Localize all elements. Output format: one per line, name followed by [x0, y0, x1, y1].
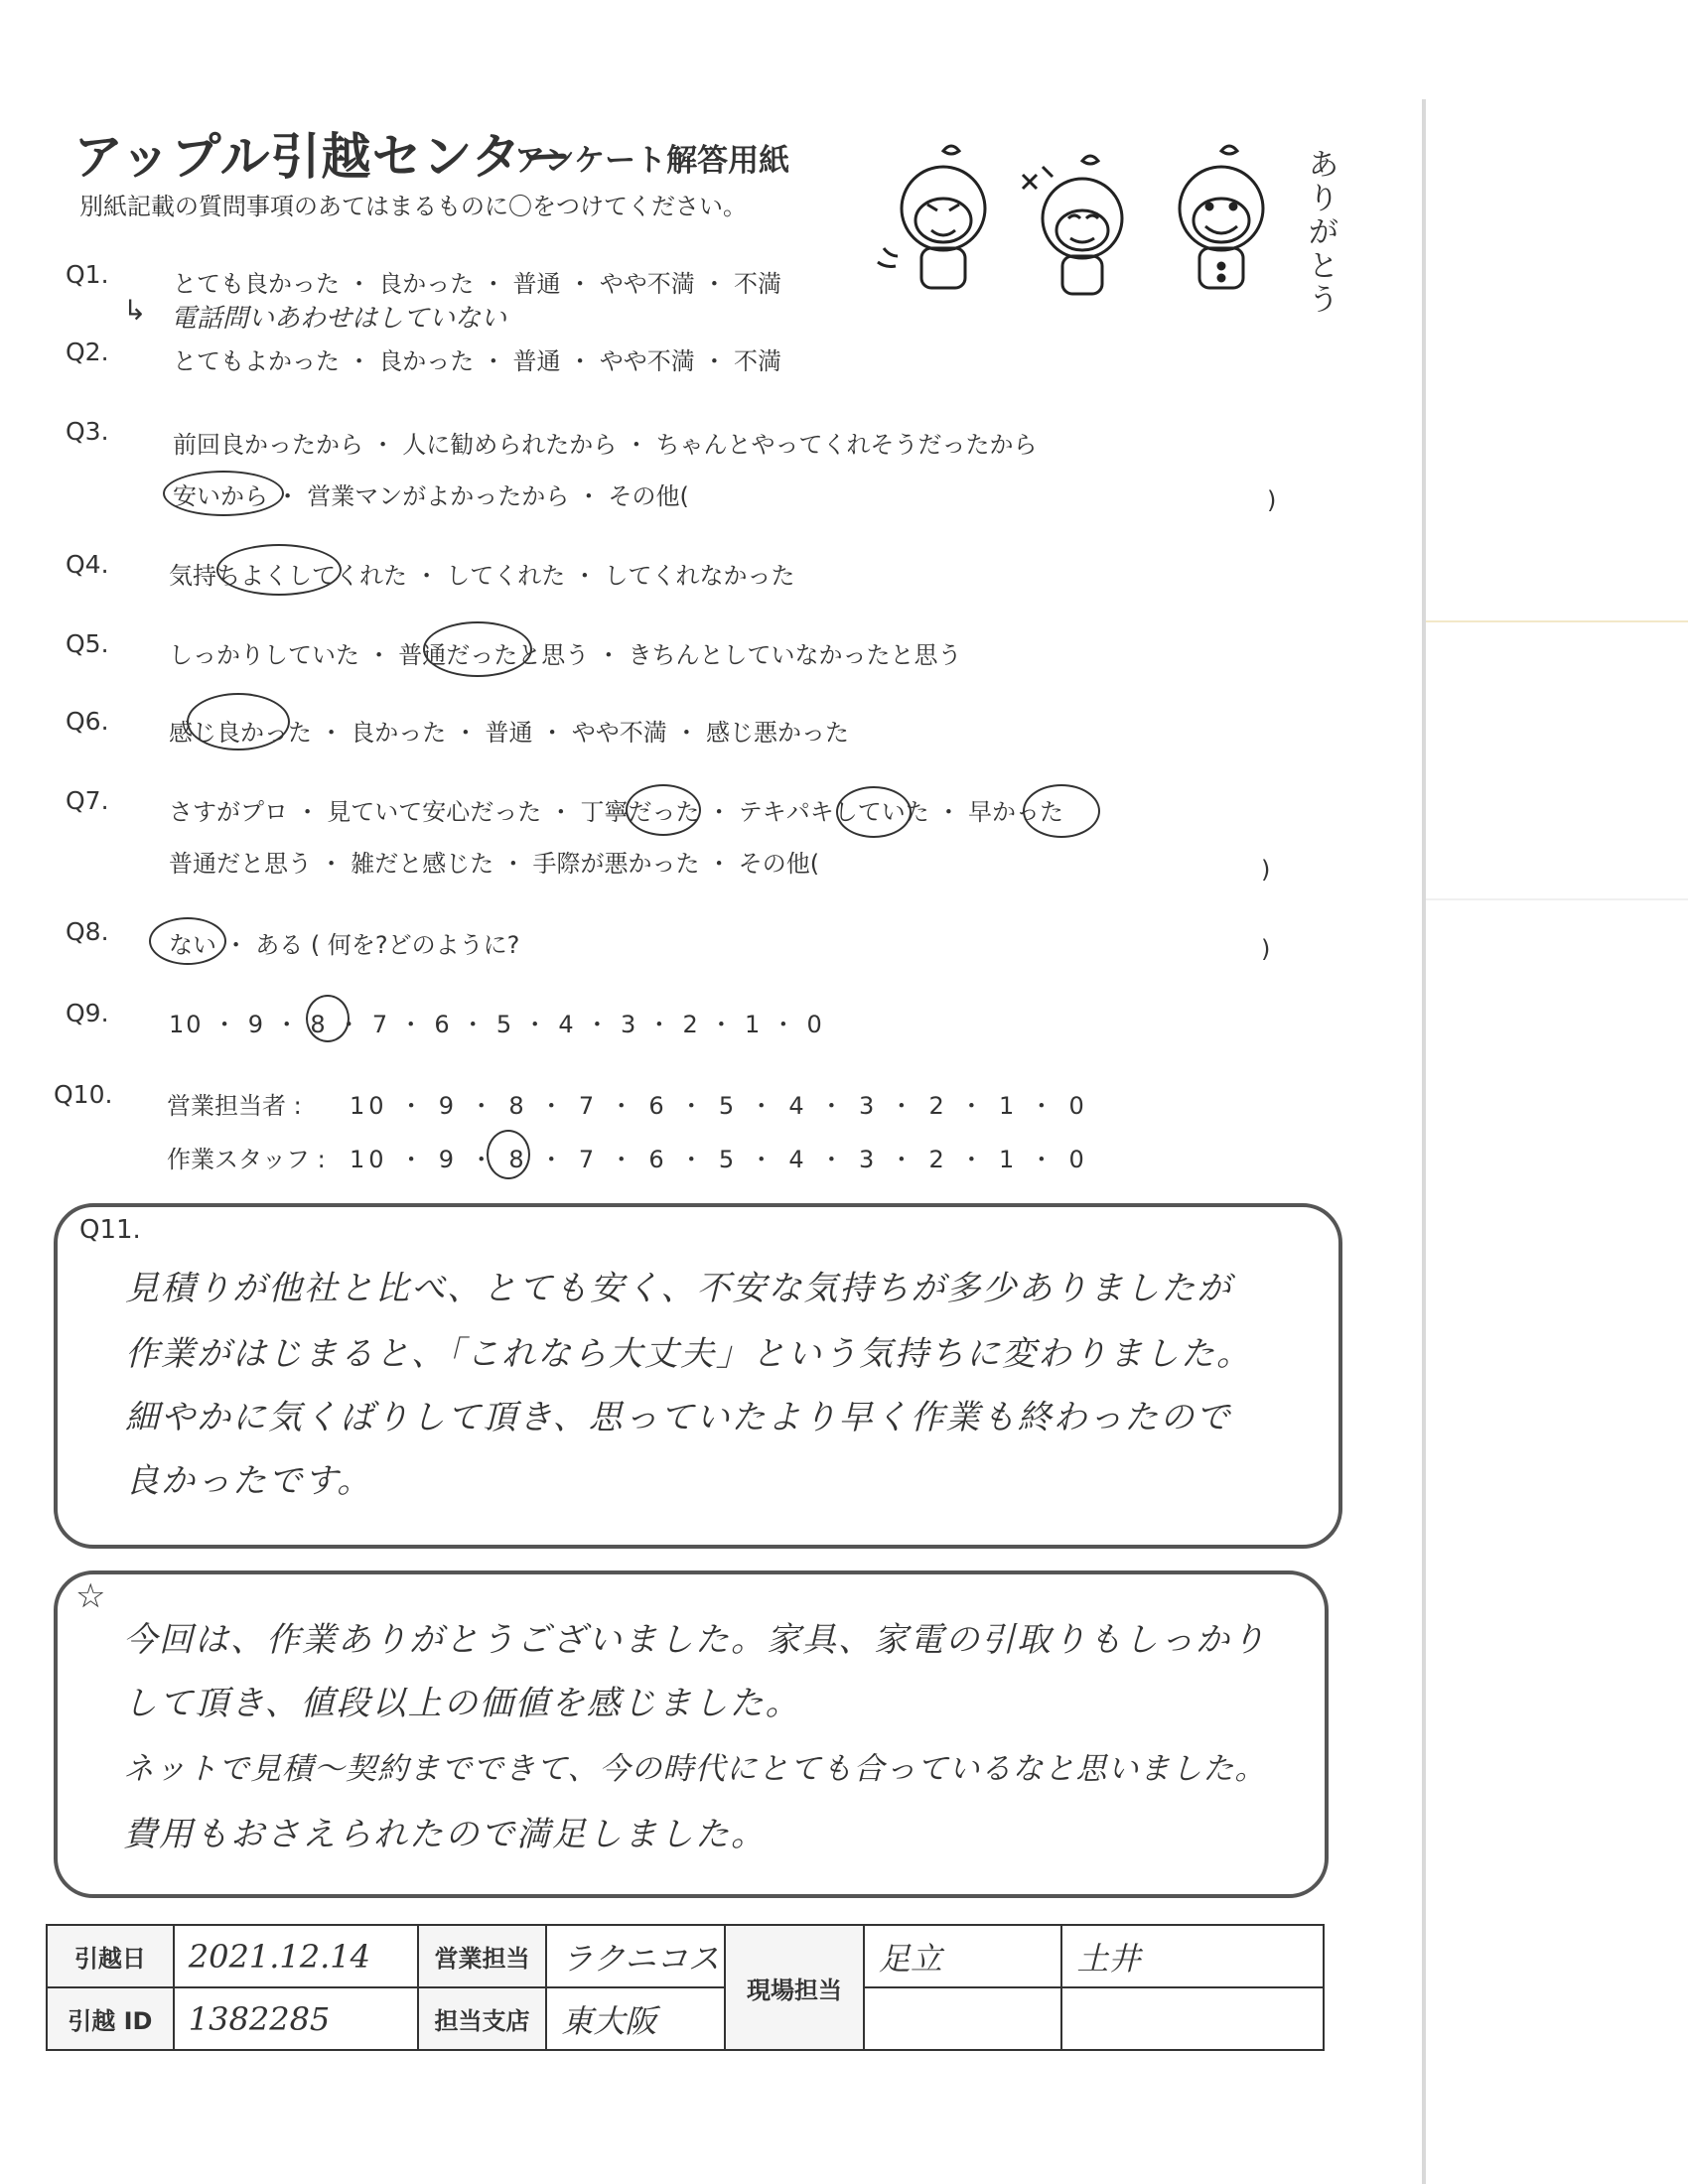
- free-comment-line: 今回は、作業ありがとうございました。家具、家電の引取りもしっかり: [123, 1620, 1267, 1660]
- form-subtitle: アンケート解答用紙: [514, 143, 790, 179]
- site-staff-empty-cell: [1061, 1987, 1324, 2050]
- company-title: アップル引越センター: [73, 128, 573, 186]
- footer-info-table: [46, 1924, 1325, 2051]
- q8-close-paren: ): [1261, 935, 1271, 963]
- q9-scale: 10 ・ 9 ・ 8 ・ 7 ・ 6 ・ 5 ・ 4 ・ 3 ・ 2 ・ 1 ・ 0: [169, 1011, 824, 1038]
- q10-staff-label: 作業スタッフ :: [167, 1146, 326, 1173]
- arrow-icon: ↳: [123, 294, 147, 327]
- sheet-edge: [1422, 99, 1426, 2184]
- q10-staff-scale: 10 ・ 9 ・ 8 ・ 7 ・ 6 ・ 5 ・ 4 ・ 3 ・ 2 ・ 1 ・ 0: [350, 1146, 1088, 1173]
- q5-label: Q5.: [66, 629, 109, 658]
- scan-edge-mark: [1426, 620, 1688, 622]
- answer-circle: [216, 544, 342, 596]
- branch-label: 担当支店: [418, 1987, 547, 2050]
- moving-id-value: 1382285: [174, 1987, 418, 2050]
- moving-date-label: 引越日: [47, 1925, 174, 1987]
- free-comment-line: ネットで見積～契約までできて、今の時代にとても合っているなと思いました。: [123, 1751, 1267, 1787]
- q3-options-line2: 安いから ・ 営業マンがよかったから ・ その他(: [173, 482, 689, 510]
- q10-sales-scale: 10 ・ 9 ・ 8 ・ 7 ・ 6 ・ 5 ・ 4 ・ 3 ・ 2 ・ 1 ・ 0: [350, 1092, 1088, 1120]
- monkey-mascots-illustration: [874, 139, 1311, 308]
- q11-comment-line: 見積りが他社と比べ、とても安く、不安な気持ちが多少ありましたが: [125, 1269, 1233, 1308]
- site-staff-empty-cell: [864, 1987, 1062, 2050]
- answer-circle: [1023, 784, 1100, 838]
- q8-label: Q8.: [66, 917, 109, 946]
- answer-circle: [487, 1130, 530, 1179]
- instruction-text: 別紙記載の質問事項のあてはまるものに〇をつけてください。: [79, 193, 747, 220]
- q7-close-paren: ): [1261, 856, 1271, 884]
- free-comment-line: して頂き、値段以上の価値を感じました。: [123, 1684, 801, 1723]
- site-staff-1: 足立: [864, 1925, 1062, 1987]
- star-icon: ☆: [75, 1576, 106, 1616]
- moving-id-label: 引越 ID: [47, 1987, 174, 2050]
- q10-label: Q10.: [54, 1080, 113, 1109]
- q2-options: とてもよかった ・ 良かった ・ 普通 ・ やや不満 ・ 不満: [173, 347, 782, 375]
- q7-options-line2: 普通だと思う ・ 雑だと感じた ・ 手際が悪かった ・ その他(: [169, 850, 820, 878]
- q6-label: Q6.: [66, 707, 109, 736]
- q10-sales-label: 営業担当者 :: [167, 1092, 302, 1120]
- answer-circle: [163, 471, 284, 516]
- q11-comment-line: 細やかに気くばりして頂き、思っていたより早く作業も終わったので: [125, 1398, 1232, 1437]
- answer-circle: [423, 621, 532, 677]
- thanks-vertical-text: ありがとう: [1309, 148, 1338, 318]
- q7-options-line1: さすがプロ ・ 見ていて安心だった ・ 丁寧だった ・ テキパキしていた ・ 早かった: [169, 798, 1064, 826]
- answer-circle: [836, 786, 912, 838]
- answer-circle: [306, 995, 350, 1042]
- answer-circle: [149, 917, 226, 965]
- monkey-1-icon: [878, 146, 985, 288]
- q11-comment-line: 良かったです。: [125, 1461, 373, 1501]
- site-staff-label: 現場担当: [725, 1925, 864, 2050]
- monkey-2-icon: [1023, 156, 1122, 294]
- q1-options: とても良かった ・ 良かった ・ 普通 ・ やや不満 ・ 不満: [173, 270, 782, 298]
- sales-label: 営業担当: [418, 1925, 547, 1987]
- free-comment-line: 費用もおさえられたので満足しました。: [123, 1815, 767, 1854]
- q5-options: しっかりしていた ・ 普通だったと思う ・ きちんとしていなかったと思う: [169, 641, 962, 669]
- q9-label: Q9.: [66, 999, 109, 1027]
- q11-label: Q11.: [79, 1215, 141, 1245]
- q6-options: 感じ良かった ・ 良かった ・ 普通 ・ やや不満 ・ 感じ悪かった: [169, 719, 850, 747]
- q11-comment-line: 作業がはじまると、「これなら大丈夫」という気持ちに変わりました。: [125, 1334, 1252, 1374]
- scan-edge-mark: [1426, 898, 1688, 900]
- q2-label: Q2.: [66, 338, 109, 366]
- q3-label: Q3.: [66, 417, 109, 446]
- q8-options: ない ・ ある ( 何を?どのように?: [169, 931, 520, 959]
- q1-label: Q1.: [66, 260, 109, 289]
- q3-options-line1: 前回良かったから ・ 人に勧められたから ・ ちゃんとやってくれそうだったから: [173, 431, 1038, 459]
- answer-circle: [626, 784, 701, 836]
- q7-label: Q7.: [66, 786, 109, 815]
- answer-circle: [187, 693, 290, 751]
- q1-handwritten-note: 電話問いあわせはしていない: [171, 304, 507, 334]
- q4-label: Q4.: [66, 550, 109, 579]
- q3-close-paren: ): [1267, 486, 1277, 514]
- branch-value: 東大阪: [546, 1987, 725, 2050]
- site-staff-2: 土井: [1061, 1925, 1324, 1987]
- monkey-3-icon: [1180, 146, 1263, 288]
- q4-options: 気持ちよくしてくれた ・ してくれた ・ してくれなかった: [169, 562, 795, 590]
- moving-date-value: 2021.12.14: [174, 1925, 418, 1987]
- sales-value: ラクニコス: [546, 1925, 725, 1987]
